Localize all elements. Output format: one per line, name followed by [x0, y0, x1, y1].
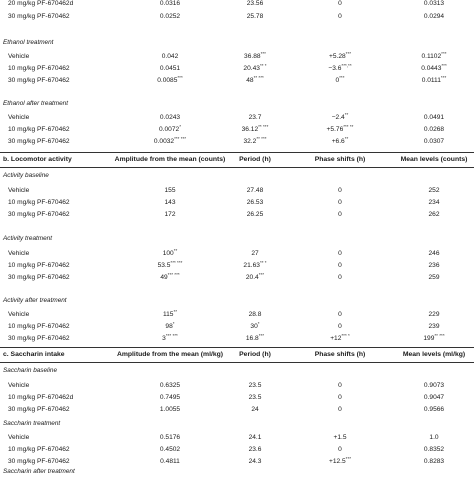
table-row [0, 333, 474, 344]
period-cell: 32.2** *** [243, 136, 267, 145]
mean-cell: 0.0294 [423, 13, 445, 20]
group-title: Activity baseline [3, 172, 49, 179]
amplitude-cell: 115** [162, 309, 178, 318]
row-label: 30 mg/kg PF-670462 [8, 77, 70, 84]
phase-cell: −2.4** [331, 112, 349, 121]
mean-cell: 236 [428, 262, 440, 269]
phase-cell: 0 [338, 406, 342, 413]
significance-marker: *** *** [165, 333, 178, 338]
row-label: 30 mg/kg PF-670462 [8, 13, 70, 20]
column-header: Amplitude from the mean (ml/kg) [116, 351, 224, 358]
group-title: Activity treatment [3, 235, 53, 242]
row-label: 30 mg/kg PF-670462 [8, 211, 70, 218]
mean-cell: 0.9047 [423, 394, 445, 401]
amplitude-cell: 0.7495 [159, 394, 181, 401]
row-label: 10 mg/kg PF-670462 [8, 323, 70, 330]
section-title: c. Saccharin intake [3, 351, 65, 358]
phase-cell: +5.76*** ** [326, 124, 354, 133]
amplitude-cell: 0.0072* [159, 124, 181, 133]
significance-marker: ** *** [253, 75, 264, 80]
table-row [0, 248, 474, 259]
row-label: Vehicle [8, 187, 30, 194]
amplitude-cell: 0.4502 [159, 446, 181, 453]
section-header [0, 153, 474, 167]
mean-cell: 246 [428, 250, 440, 257]
phase-cell: 0 [338, 0, 342, 7]
row-label: 10 mg/kg PF-670462 [8, 199, 70, 206]
mean-cell: 0.9073 [423, 382, 445, 389]
table-row [0, 11, 474, 22]
amplitude-cell: 53.5*** *** [157, 260, 183, 269]
significance-marker: *** [440, 75, 447, 80]
mean-cell: 0.8352 [423, 446, 445, 453]
section-title: b. Locomotor activity [3, 156, 72, 163]
period-cell: 23.7 [248, 114, 262, 121]
row-label: Vehicle [8, 114, 30, 121]
period-cell: 48** *** [246, 75, 264, 84]
period-cell: 28.8 [248, 311, 262, 318]
period-cell: 24.3 [248, 458, 262, 465]
table-row [0, 392, 474, 403]
mean-cell: 262 [428, 211, 440, 218]
table-rule [0, 362, 474, 363]
row-label: 10 mg/kg PF-670462 [8, 126, 70, 133]
table-row [0, 197, 474, 208]
phase-cell: 0 [338, 199, 342, 206]
row-label: Vehicle [8, 382, 30, 389]
column-header: Mean levels (counts) [400, 156, 468, 163]
mean-cell: 1.0 [429, 434, 439, 441]
period-cell: 36.12** *** [241, 124, 269, 133]
phase-cell: +12.5*** [328, 456, 352, 465]
phase-cell: −3.6***,** [328, 63, 352, 72]
amplitude-cell: 0.042 [161, 53, 179, 60]
significance-marker: *** [258, 333, 265, 338]
amplitude-cell: 155 [164, 187, 176, 194]
period-cell: 36.88*** [244, 51, 266, 60]
mean-cell: 0.0111*** [421, 75, 447, 84]
period-cell: 23.5 [248, 394, 262, 401]
table-row [0, 444, 474, 455]
significance-marker: ** * [259, 63, 267, 68]
group-title: Ethanol treatment [3, 39, 54, 46]
amplitude-cell: 0.5176 [159, 434, 181, 441]
phase-cell: 0 [338, 274, 342, 281]
significance-marker: *** [177, 75, 183, 80]
group-title: Saccharin after treatment [3, 468, 75, 475]
period-cell: 23.5 [248, 382, 262, 389]
table-rule [0, 167, 474, 168]
table-row [0, 432, 474, 443]
amplitude-cell: 49*** *** [160, 272, 180, 281]
significance-marker: *** [339, 75, 345, 80]
row-label: 30 mg/kg PF-670462 [8, 406, 70, 413]
row-label: 10 mg/kg PF-670462 [8, 65, 70, 72]
mean-cell: 0.1102*** [421, 51, 447, 60]
phase-cell: +6.6** [331, 136, 349, 145]
period-cell: 20.4*** [245, 272, 265, 281]
row-label: 30 mg/kg PF-670462 [8, 138, 70, 145]
row-label: 30 mg/kg PF-670462 [8, 335, 70, 342]
significance-marker: ** [344, 112, 349, 117]
significance-marker: ** [173, 248, 178, 253]
row-label: 30 mg/kg PF-670462 [8, 458, 70, 465]
significance-marker: *** *** [167, 272, 180, 277]
significance-marker: ** *** [258, 124, 269, 129]
period-cell: 30* [250, 321, 260, 330]
phase-cell: 0 [338, 311, 342, 318]
table-row [0, 136, 474, 147]
period-cell: 23.56 [246, 0, 264, 7]
significance-marker: *** *** [174, 136, 187, 141]
significance-marker: * [257, 321, 260, 326]
mean-cell: 229 [428, 311, 440, 318]
significance-marker: *** [441, 63, 447, 68]
amplitude-cell: 3*** *** [162, 333, 178, 342]
mean-cell: 259 [428, 274, 440, 281]
phase-cell: 0 [338, 187, 342, 194]
mean-cell: 0.9566 [423, 406, 445, 413]
amplitude-cell: 0.0451 [159, 65, 181, 72]
mean-cell: 0.0313 [423, 0, 445, 7]
period-cell: 21.63** * [243, 260, 267, 269]
table-row [0, 0, 474, 9]
row-label: Vehicle [8, 434, 30, 441]
mean-cell: 0.0443*** [421, 63, 447, 72]
mean-cell: 252 [428, 187, 440, 194]
significance-marker: *** ** [343, 124, 354, 129]
amplitude-cell: 0.4811 [160, 458, 180, 465]
mean-cell: 234 [428, 199, 440, 206]
period-cell: 27 [251, 250, 259, 257]
period-cell: 26.53 [246, 199, 264, 206]
phase-cell: 0*** [335, 75, 345, 84]
group-title: Activity after treatment [3, 297, 67, 304]
row-label: 10 mg/kg PF-670462 [8, 446, 70, 453]
period-cell: 25.78 [246, 13, 264, 20]
amplitude-cell: 100** [162, 248, 178, 257]
mean-cell: 0.0491 [423, 114, 445, 121]
period-cell: 24.1 [248, 434, 262, 441]
mean-cell: 0.0307 [423, 138, 445, 145]
table-row [0, 404, 474, 415]
table-row [0, 272, 474, 283]
group-title: Ethanol after treatment [3, 100, 69, 107]
period-cell: 26.25 [246, 211, 264, 218]
table-row [0, 309, 474, 320]
phase-cell: 0 [338, 211, 342, 218]
column-header: Phase shifts (h) [314, 156, 366, 163]
phase-cell: +5.28*** [328, 51, 352, 60]
significance-marker: * [172, 321, 175, 326]
column-header: Period (h) [239, 156, 271, 163]
amplitude-cell: 1.0055 [159, 406, 181, 413]
row-label: Vehicle [8, 311, 30, 318]
section-header [0, 348, 474, 362]
period-cell: 23.6 [248, 446, 262, 453]
table-row [0, 124, 474, 135]
row-label: 10 mg/kg PF-670462 [8, 262, 70, 269]
significance-marker: ** *** [256, 136, 267, 141]
group-title: Saccharin baseline [3, 367, 57, 374]
amplitude-cell: 0.0032*** *** [153, 136, 187, 145]
period-cell: 20.43** * [243, 63, 267, 72]
column-header: Period (h) [239, 351, 271, 358]
period-cell: 27.48 [246, 187, 264, 194]
phase-cell: 0 [338, 13, 342, 20]
row-label: 30 mg/kg PF-670462 [8, 274, 70, 281]
amplitude-cell: 0.0243 [159, 114, 181, 121]
table-row [0, 63, 474, 74]
phase-cell: 0 [338, 262, 342, 269]
amplitude-cell: 0.0085*** [157, 75, 183, 84]
row-label: 10 mg/kg PF-670462d [8, 394, 74, 401]
row-label: Vehicle [8, 53, 30, 60]
amplitude-cell: 172 [164, 211, 176, 218]
significance-marker: ** *** [434, 333, 445, 338]
mean-cell: 199** *** [423, 333, 445, 342]
mean-cell: 0.8283 [423, 458, 445, 465]
significance-marker: ** * [259, 260, 267, 265]
table-row [0, 209, 474, 220]
significance-marker: *** [345, 51, 352, 56]
phase-cell: 0 [338, 323, 342, 330]
phase-cell: 0 [338, 250, 342, 257]
phase-cell: 0 [338, 446, 342, 453]
significance-marker: *** [258, 272, 265, 277]
significance-marker: *** [260, 51, 266, 56]
row-label: 20 mg/kg PF-670462d [8, 0, 74, 7]
amplitude-cell: 0.0316 [159, 0, 181, 7]
phase-cell: 0 [338, 394, 342, 401]
row-label: Vehicle [8, 250, 30, 257]
table-row [0, 51, 474, 62]
period-cell: 16.8*** [245, 333, 265, 342]
significance-marker: *** [345, 456, 352, 461]
amplitude-cell: 143 [164, 199, 176, 206]
amplitude-cell: 0.6325 [159, 382, 181, 389]
significance-marker: ***,** [341, 63, 352, 68]
amplitude-cell: 0.0252 [159, 13, 181, 20]
significance-marker: ** [173, 309, 178, 314]
significance-marker: ** [344, 136, 349, 141]
column-header: Amplitude from the mean (counts) [114, 156, 226, 163]
significance-marker: *** *** [170, 260, 183, 265]
table-row [0, 321, 474, 332]
significance-marker: *** * [341, 333, 350, 338]
period-cell: 24 [251, 406, 259, 413]
table-row [0, 75, 474, 86]
column-header: Phase shifts (h) [314, 351, 366, 358]
table-row [0, 185, 474, 196]
mean-cell: 239 [428, 323, 440, 330]
amplitude-cell: 98* [165, 321, 175, 330]
phase-cell: +1.5 [333, 434, 347, 441]
group-title: Saccharin treatment [3, 420, 61, 427]
phase-cell: 0 [338, 382, 342, 389]
significance-marker: *** [441, 51, 447, 56]
table-row [0, 380, 474, 391]
table-row [0, 260, 474, 271]
column-header: Mean levels (ml/kg) [402, 351, 466, 358]
mean-cell: 0.0268 [423, 126, 445, 133]
phase-cell: +12*** * [330, 333, 350, 342]
table-row [0, 112, 474, 123]
significance-marker: * [179, 124, 181, 129]
